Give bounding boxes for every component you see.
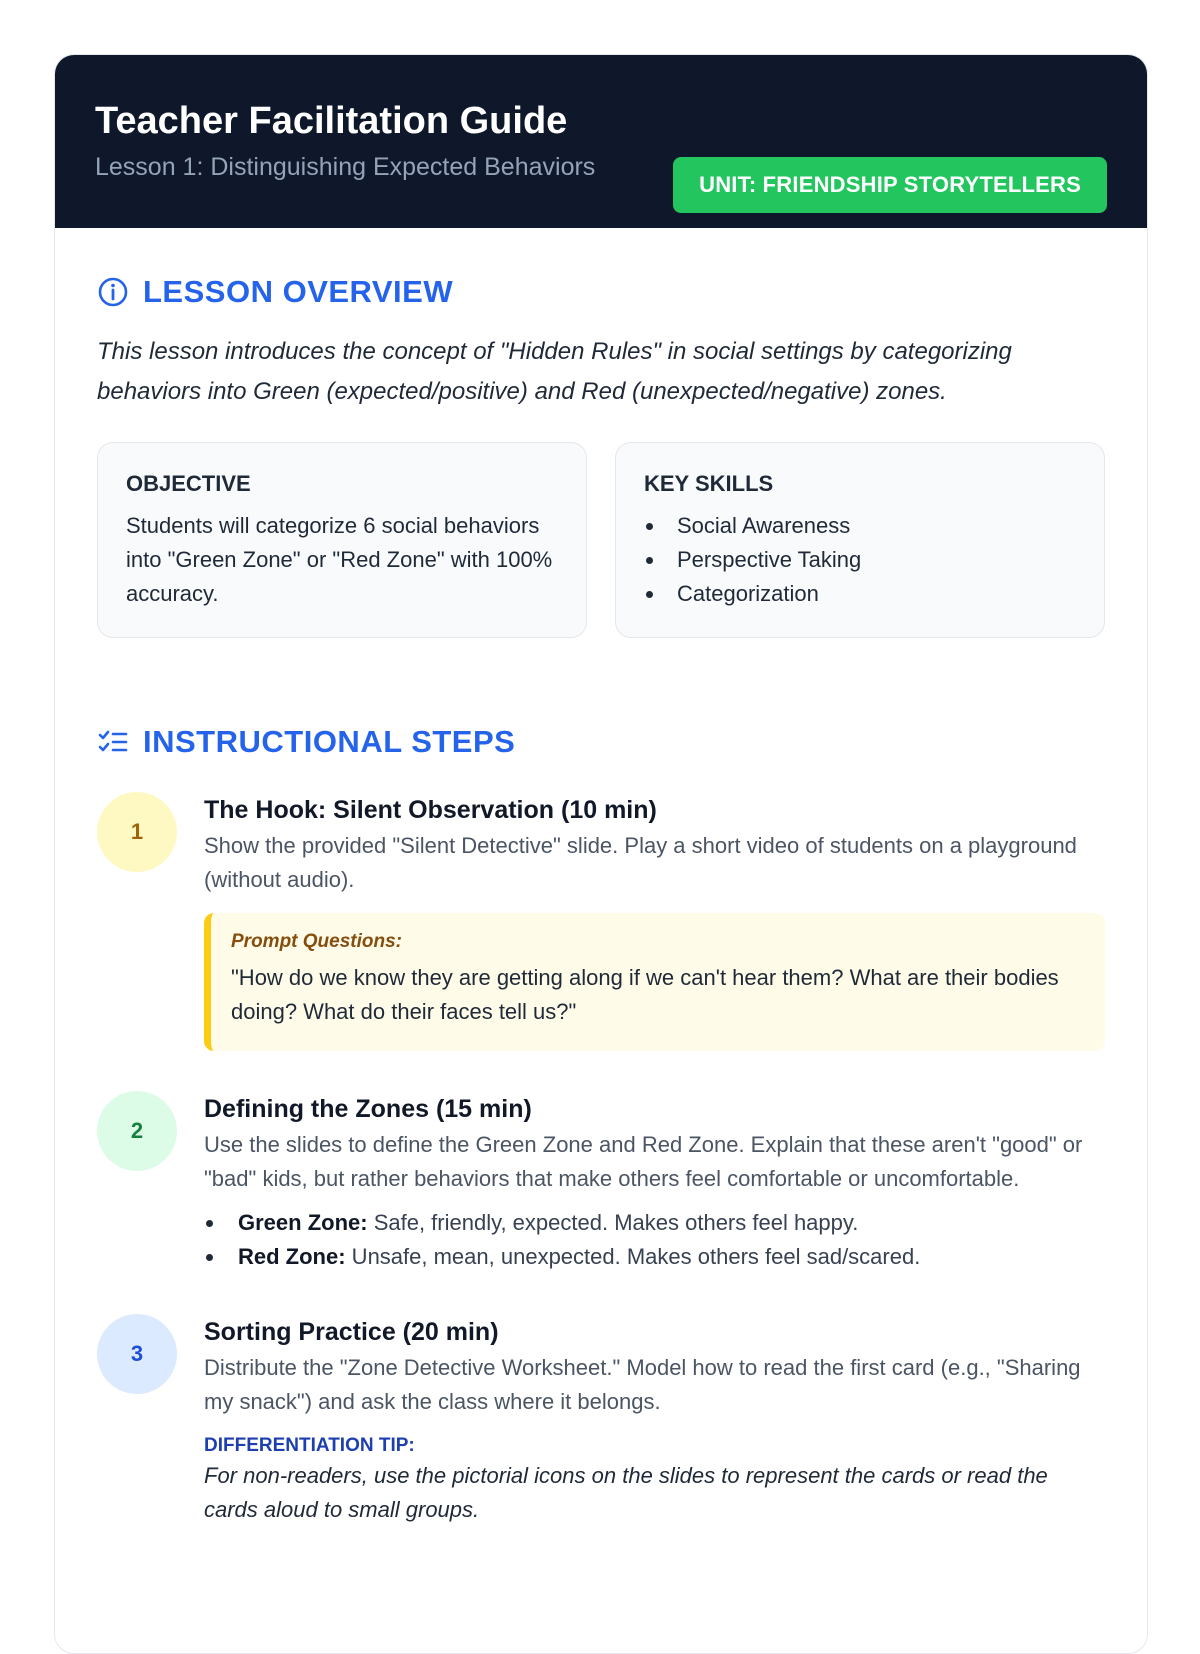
info-icon — [97, 276, 129, 308]
prompt-text: "How do we know they are getting along if we can't hear them? What are their bodies doing? What do their faces tell us?" — [231, 965, 1059, 1024]
list-item: Perspective Taking — [644, 543, 1076, 577]
checklist-icon — [97, 726, 129, 758]
key-skills-title: KEY SKILLS — [644, 471, 774, 496]
step-body — [204, 1314, 1105, 1527]
step-title: Defining the Zones (15 min) — [204, 1095, 532, 1123]
overview-text: This lesson introduces the concept of "Hidden Rules" in social settings by categorizing behaviors into Green (expected/positive) and Red (unexpected/negative) zones. — [97, 338, 1012, 405]
list-item — [204, 1240, 1105, 1274]
list-item — [204, 1206, 1105, 1240]
prompt-label: Prompt Questions: — [231, 931, 403, 952]
step-title: The Hook: Silent Observation (10 min) — [204, 796, 657, 824]
lesson-subtitle: Lesson 1: Distinguishing Expected Behaviors — [95, 152, 596, 181]
key-skills-list — [644, 509, 1076, 611]
list-item: Categorization — [644, 577, 1076, 611]
step-body — [204, 1091, 1105, 1274]
prompt-questions-box — [204, 913, 1105, 1051]
step-text: Distribute the "Zone Detective Worksheet." Model how to read the first card (e.g., "Sharing my snack") and ask the class where it belongs. — [204, 1355, 1081, 1414]
lesson-overview-title: LESSON OVERVIEW — [143, 274, 454, 309]
guide-content — [55, 274, 1147, 1527]
step-body — [204, 792, 1105, 1051]
step-3 — [97, 1314, 1105, 1527]
differentiation-tip-label: DIFFERENTIATION TIP: — [204, 1435, 415, 1456]
unit-badge: UNIT: FRIENDSHIP STORYTELLERS — [673, 157, 1107, 213]
facilitation-guide-card — [54, 54, 1148, 1654]
page-title: Teacher Facilitation Guide — [95, 100, 568, 142]
objective-box — [97, 442, 587, 638]
step-number-badge: 1 — [97, 792, 177, 872]
zone-label: Red Zone: — [238, 1244, 346, 1269]
step-number-badge: 2 — [97, 1091, 177, 1171]
zone-text: Safe, friendly, expected. Makes others feel happy. — [367, 1210, 859, 1235]
objective-text: Students will categorize 6 social behaviors into "Green Zone" or "Red Zone" with 100% accuracy. — [126, 513, 553, 606]
step-1 — [97, 792, 1105, 1051]
differentiation-tip-text: For non-readers, use the pictorial icons on the slides to represent the cards or read the cards aloud to small groups. — [204, 1463, 1048, 1522]
step-text: Use the slides to define the Green Zone and Red Zone. Explain that these aren't "good" or "bad" kids, but rather behaviors that make others feel comfortable or uncomfortable. — [204, 1132, 1083, 1191]
overview-boxes — [97, 442, 1105, 638]
step-title: Sorting Practice (20 min) — [204, 1318, 499, 1346]
key-skills-box — [615, 442, 1105, 638]
header-text — [95, 101, 595, 182]
guide-header — [55, 55, 1147, 228]
step-number-badge: 3 — [97, 1314, 177, 1394]
zones-list — [204, 1206, 1105, 1274]
zone-text: Unsafe, mean, unexpected. Makes others feel sad/scared. — [345, 1244, 921, 1269]
objective-title: OBJECTIVE — [126, 471, 251, 496]
step-text: Show the provided "Silent Detective" slide. Play a short video of students on a playground (without audio). — [204, 833, 1077, 892]
instructional-steps-heading — [97, 724, 1105, 760]
zone-label: Green Zone: — [238, 1210, 368, 1235]
lesson-overview-heading — [97, 274, 1105, 310]
step-2 — [97, 1091, 1105, 1274]
list-item: Social Awareness — [644, 509, 1076, 543]
instructional-steps-title: INSTRUCTIONAL STEPS — [143, 724, 516, 759]
